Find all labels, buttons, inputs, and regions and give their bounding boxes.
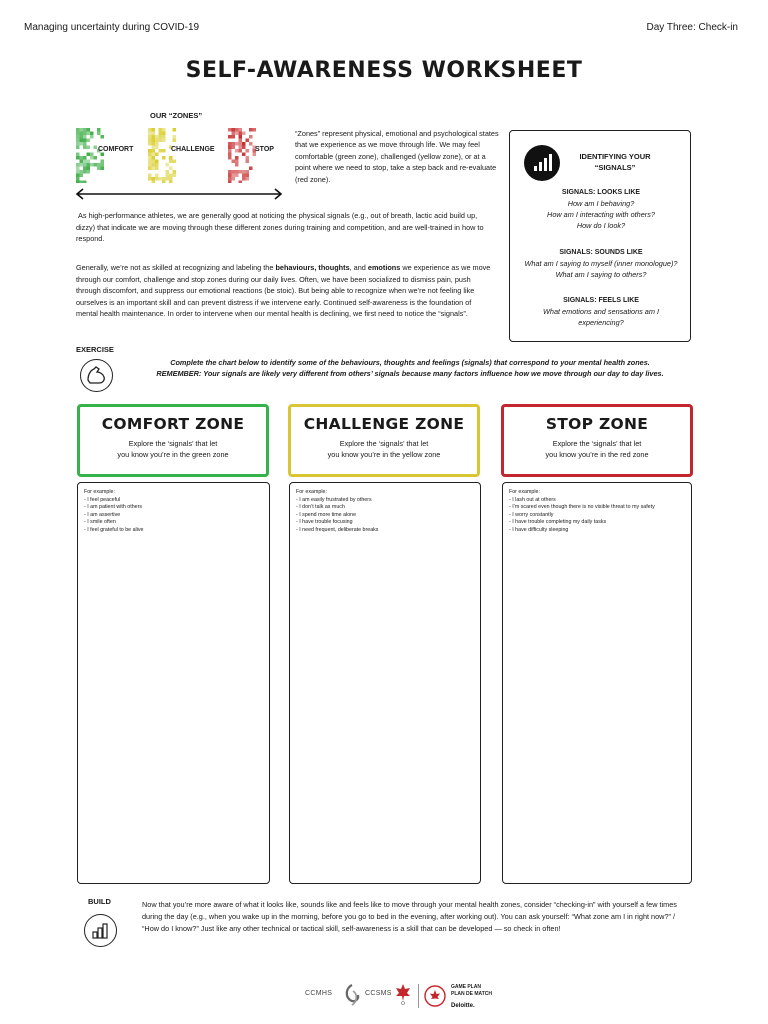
example-item: - I smile often [84,519,116,526]
signals-feels-like-heading: SIGNALS: FEELS LIKE [563,297,639,304]
exercise-label: EXERCISE [76,345,114,354]
ccsms-logo: CCSMS [365,990,392,997]
stop-zone-subtitle: you know you’re in the red zone [545,450,649,459]
example-item: - I am patient with others [84,504,142,511]
signals-box [509,130,691,342]
example-item: - I need frequent, deliberate breaks [296,526,379,533]
signals-question: How am I behaving? [567,199,635,208]
exercise-instructions [120,357,700,379]
build-label: BUILD [88,897,111,906]
swirl-logo-icon [341,982,363,1008]
zones-label: OUR “ZONES” [150,111,203,120]
comfort-zone-card [77,404,269,477]
green-pixel-pattern [76,128,104,183]
signal-bars-icon [524,145,560,181]
signals-question: How do I look? [576,221,626,230]
game-plan-line: PLAN DE MATCH [451,990,493,997]
signals-question: What emotions and sensations am I [543,307,659,316]
signals-looks-like-heading: SIGNALS: LOOKS LIKE [561,189,641,196]
deloitte-logo: Deloitte. [451,1003,475,1009]
example-heading: For example: [509,489,540,495]
comfort-zone-subtitle: you know you’re in the green zone [117,450,229,459]
stop-zone-card [501,404,693,477]
example-item: - I have trouble focusing [296,519,353,526]
comfort-zone-title: COMFORT ZONE [101,415,245,433]
ccmhs-logo: CCMHS [305,990,333,997]
header-left-text: Managing uncertainty during COVID-19 [24,22,200,33]
example-item: - I lash out at others [509,496,556,503]
signals-question: What am I saying to others? [555,270,647,279]
yellow-pixel-pattern [148,128,176,183]
challenge-zone-word: CHALLENGE [171,146,215,153]
game-plan-line: GAME PLAN [451,984,481,990]
stop-zone-graphic [228,128,288,183]
canadian-olympic-logo-icon [393,982,413,1006]
game-plan-logo-icon [424,985,446,1007]
stop-zone-subtitle: Explore the ‘signals’ that let [552,439,642,448]
header-right-text: Day Three: Check-in [646,22,738,33]
signals-paragraph-part: we experience as we move through our comfort, challenge and stop zones during our daily lives. Often, we have been socialized to dismiss pain, push through discomfort, and suppress our emotional reactions (be stoic). But being able to recognize when we’re not feeling like ourselves is an important skill and can prevent distress if we intervene early. Continued self-awareness is the foundation of mental health maintenance. In order to intervene when our mental health is declining, we first need to notice the “signals”. [76,263,491,319]
challenge-zone-card [288,404,480,477]
signals-question: How am I interacting with others? [547,210,655,219]
zones-description: “Zones” represent physical, emotional and psychological states that we experience as we move through life. We may feel comfortable (green zone), challenged (yellow zone), or at a point where we need to stop, take a step back and re-evaluate (red zone). [295,129,499,184]
build-text: Now that you’re more aware of what it looks like, sounds like and feels like to move through your mental health zones, consider “checking-in” with yourself a few times during the day (e.g., when you wake up in the morning, before you go to bed in the evening, after working out). You can ask yourself: “What zone am I in right now?” / “How do I know?” Just like any other technical or tactical skill, self-awareness is a skill that can be developed — so check in often! [142,900,677,933]
challenge-zone-subtitle: Explore the ‘signals’ that let [339,439,429,448]
signals-paragraph-bold: emotions [367,263,401,272]
signals-sounds-like-heading: SIGNALS: SOUNDS LIKE [559,249,643,256]
intro-paragraph [76,210,494,245]
signals-question: experiencing? [578,318,624,327]
example-item: - I spend more time alone [296,511,357,518]
signals-looks-like [510,188,692,231]
challenge-zone-title: CHALLENGE ZONE [303,415,465,433]
signals-paragraph-part: , and [349,263,368,272]
exercise-line: Complete the chart below to identify some of the behaviours, thoughts and feelings (signals) that correspond to your mental health zones. [170,358,650,367]
challenge-zone-graphic [148,128,215,183]
footer-logos [305,980,495,1010]
comfort-zone-subtitle: Explore the ‘signals’ that let [128,439,218,448]
example-item: - I don’t talk as much [296,504,345,511]
signals-title-line: “SIGNALS” [594,163,636,172]
exercise-line: REMEMBER: Your signals are likely very different from others’ signals because many factors influence how we move through our day to day lives. [156,369,664,378]
signals-paragraph-bold: behaviours, thoughts [275,263,350,272]
building-blocks-icon [84,914,117,947]
signals-sounds-like [510,248,692,280]
intro-paragraph-text: As high-performance athletes, we are generally good at noticing the physical signals (e.g., out of breath, lactic acid build up, dizzy) that indicate we are moving through these different zones during training and competition, and are well-trained in how to respond. [76,211,484,244]
stop-zone-entry-box[interactable] [502,482,692,884]
signals-question: What am I saying to myself (inner monologue)? [524,259,678,268]
signals-feels-like [510,296,692,328]
page-title: SELF-AWARENESS WORKSHEET [185,58,583,83]
example-heading: For example: [84,489,115,495]
example-item: - I am easily frustrated by others [296,496,372,503]
signals-paragraph-part: Generally, we’re not as skilled at recognizing and labeling the [76,263,276,272]
example-item: - I have trouble completing my daily tasks [509,519,607,526]
challenge-zone-subtitle: you know you’re in the yellow zone [327,450,441,459]
example-item: - I have difficulty sleeping [509,526,569,533]
comfort-zone-entry-box[interactable] [77,482,270,884]
example-heading: For example: [296,489,327,495]
comfort-zone-graphic [76,128,136,183]
red-pixel-pattern [228,128,256,183]
flexed-arm-icon [80,359,113,392]
footer-divider [418,984,419,1008]
example-item: - I am assertive [84,511,121,518]
game-plan-wordmark [451,984,492,997]
stop-zone-title: STOP ZONE [545,415,649,433]
challenge-zone-entry-box[interactable] [289,482,481,884]
double-arrow-icon [74,188,284,200]
signals-title-line: IDENTIFYING YOUR [579,152,651,161]
example-item: - I feel peaceful [84,496,121,503]
stop-zone-word: STOP [255,146,274,153]
zones-graphic [76,128,286,186]
example-item: - I feel grateful to be alive [84,526,144,533]
signals-paragraph [76,262,494,320]
example-item: - I’m scared even though there is no visible threat to my safety [509,504,655,511]
signals-box-title [560,151,670,173]
example-item: - I worry constantly [509,511,554,518]
comfort-zone-word: COMFORT [98,146,134,153]
